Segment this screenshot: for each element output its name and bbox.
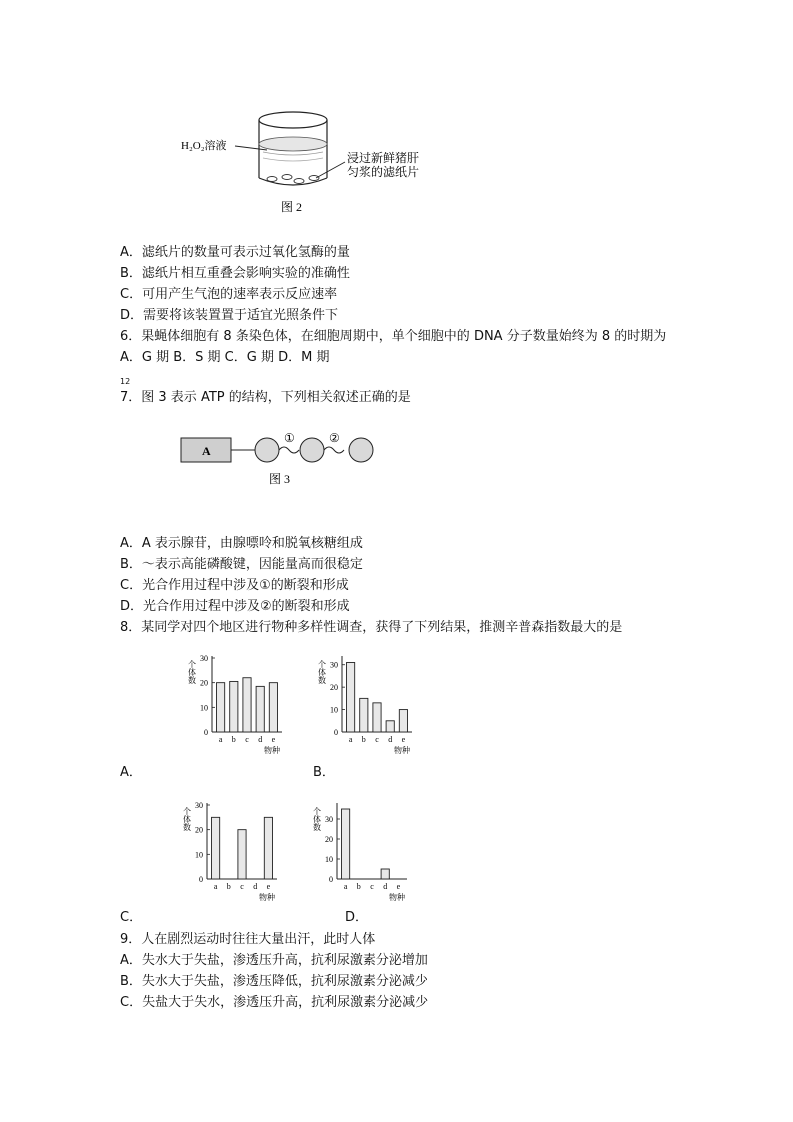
y-tick-label: 20 <box>195 825 203 835</box>
bond-1-label: ① <box>284 431 295 445</box>
h2o2-label: H₂O₂溶液 <box>181 140 227 152</box>
y-tick-label: 30 <box>325 815 333 824</box>
chart-c <box>175 797 295 907</box>
y-tick-label: 10 <box>195 850 203 860</box>
y-tick-label: 0 <box>199 875 203 884</box>
q7-option-c: C．光合作用过程中涉及①的断裂和形成 <box>120 578 349 593</box>
y-tick-label: 20 <box>200 678 208 688</box>
x-tick-label: d <box>383 882 388 891</box>
bar-e <box>264 817 272 879</box>
y-tick-label: 0 <box>204 728 208 737</box>
figure-3 <box>178 428 378 490</box>
y-axis-label: 个体数 <box>317 660 327 684</box>
q9-option-b: B．失水大于失盐，渗透压降低，抗利尿激素分泌减少 <box>120 974 428 989</box>
chart-a <box>180 650 300 760</box>
filter-disc <box>267 177 277 182</box>
y-tick-label: 10 <box>330 705 338 715</box>
y-tick-label: 20 <box>325 835 333 844</box>
y-tick-label: 0 <box>334 728 338 737</box>
q7-stem: 7．图 3 表示 ATP 的结构，下列相关叙述正确的是 <box>120 390 411 405</box>
filter-disc <box>282 175 292 180</box>
bar-a <box>212 817 220 879</box>
x-tick-label: b <box>356 882 361 891</box>
figure-2 <box>175 100 435 220</box>
x-tick-label: a <box>218 735 223 744</box>
y-tick-label: 30 <box>195 801 203 810</box>
x-tick-label: a <box>343 882 348 891</box>
bond-2-label: ② <box>329 431 340 445</box>
y-tick-label: 20 <box>330 683 338 693</box>
x-tick-label: d <box>258 735 263 744</box>
x-tick-label: b <box>361 735 366 744</box>
chart-b <box>310 650 430 760</box>
q6-options: A．G 期 B．S 期 C．G 期 D．M 期 <box>120 350 330 365</box>
x-tick-label: c <box>240 882 244 891</box>
phosphate-group-1 <box>255 438 279 462</box>
bar-a <box>217 683 225 732</box>
y-tick-label: 0 <box>329 875 333 884</box>
q5-option-d: D．需要将该装置置于适宜光照条件下 <box>120 308 339 323</box>
x-tick-label: d <box>388 735 393 744</box>
bar-b <box>230 681 238 732</box>
x-tick-label: c <box>375 735 379 744</box>
subscript-note: 12 <box>120 377 131 386</box>
q9-stem: 9．人在剧烈运动时往往大量出汗，此时人体 <box>120 932 376 947</box>
x-axis-label: 物种 <box>394 746 410 755</box>
filter-disc <box>309 176 319 181</box>
y-tick-label: 10 <box>200 703 208 713</box>
figure-2-caption: 图 2 <box>281 200 303 214</box>
x-tick-label: c <box>370 882 374 891</box>
bar-e <box>399 710 407 732</box>
x-axis-label: 物种 <box>264 746 280 755</box>
x-tick-label: e <box>271 735 276 744</box>
q8-option-a: A． <box>120 765 142 780</box>
bar-a <box>347 662 355 732</box>
filter-disc <box>294 179 304 184</box>
x-tick-label: a <box>348 735 353 744</box>
beaker-diagram <box>175 100 435 220</box>
bar-c <box>373 703 381 732</box>
phosphate-group-3 <box>349 438 373 462</box>
high-energy-bond-1 <box>279 447 299 453</box>
x-tick-label: b <box>226 882 231 891</box>
bar-d <box>256 686 264 732</box>
x-tick-label: c <box>245 735 249 744</box>
q9-option-a: A．失水大于失盐，渗透压升高，抗利尿激素分泌增加 <box>120 953 428 968</box>
bar-e <box>269 683 277 732</box>
y-tick-label: 10 <box>325 855 333 864</box>
x-axis-label: 物种 <box>389 893 405 902</box>
q7-option-a: A．A 表示腺苷，由腺嘌呤和脱氧核糖组成 <box>120 536 363 551</box>
chart-d <box>305 797 425 907</box>
x-tick-label: e <box>396 882 401 891</box>
x-tick-label: d <box>253 882 258 891</box>
filter-label-line1: 浸过新鲜猪肝 <box>347 151 420 165</box>
x-axis-label: 物种 <box>259 893 275 902</box>
bar-d <box>381 869 389 879</box>
adenosine-label: A <box>202 444 211 458</box>
q7-option-b: B．～表示高能磷酸键，因能量高而很稳定 <box>120 557 363 572</box>
q5-option-a: A．滤纸片的数量可表示过氧化氢酶的量 <box>120 245 350 260</box>
bar-b <box>360 698 368 732</box>
y-axis-label: 个体数 <box>312 807 322 831</box>
x-tick-label: e <box>401 735 406 744</box>
bar-c <box>243 678 251 732</box>
bar-c <box>238 830 246 879</box>
x-tick-label: b <box>231 735 236 744</box>
atp-diagram <box>178 428 378 490</box>
bar-a <box>342 809 350 879</box>
q5-option-b: B．滤纸片相互重叠会影响实验的准确性 <box>120 266 350 281</box>
x-tick-label: a <box>213 882 218 891</box>
bar-d <box>386 721 394 732</box>
q9-option-c: C．失盐大于失水，渗透压升高，抗利尿激素分泌减少 <box>120 995 429 1010</box>
x-tick-label: e <box>266 882 271 891</box>
q8-option-d: D． <box>345 910 369 925</box>
y-axis-label: 个体数 <box>187 660 197 684</box>
q8-stem: 8．某同学对四个地区进行物种多样性调查，获得了下列结果，推测辛普森指数最大的是 <box>120 620 623 635</box>
q8-option-b: B． <box>313 765 335 780</box>
high-energy-bond-2 <box>324 447 344 453</box>
filter-label-line2: 匀浆的滤纸片 <box>347 165 420 179</box>
q8-option-c: C． <box>120 910 143 925</box>
q6-stem: 6．果蝇体细胞有 8 条染色体，在细胞周期中，单个细胞中的 DNA 分子数量始终为 8 的时期为 <box>120 329 667 344</box>
phosphate-group-2 <box>300 438 324 462</box>
q7-option-d: D．光合作用过程中涉及②的断裂和形成 <box>120 599 350 614</box>
y-tick-label: 30 <box>330 660 338 670</box>
q5-option-c: C．可用产生气泡的速率表示反应速率 <box>120 287 338 302</box>
y-axis-label: 个体数 <box>182 807 192 831</box>
figure-3-caption: 图 3 <box>269 472 291 486</box>
y-tick-label: 30 <box>200 654 208 663</box>
